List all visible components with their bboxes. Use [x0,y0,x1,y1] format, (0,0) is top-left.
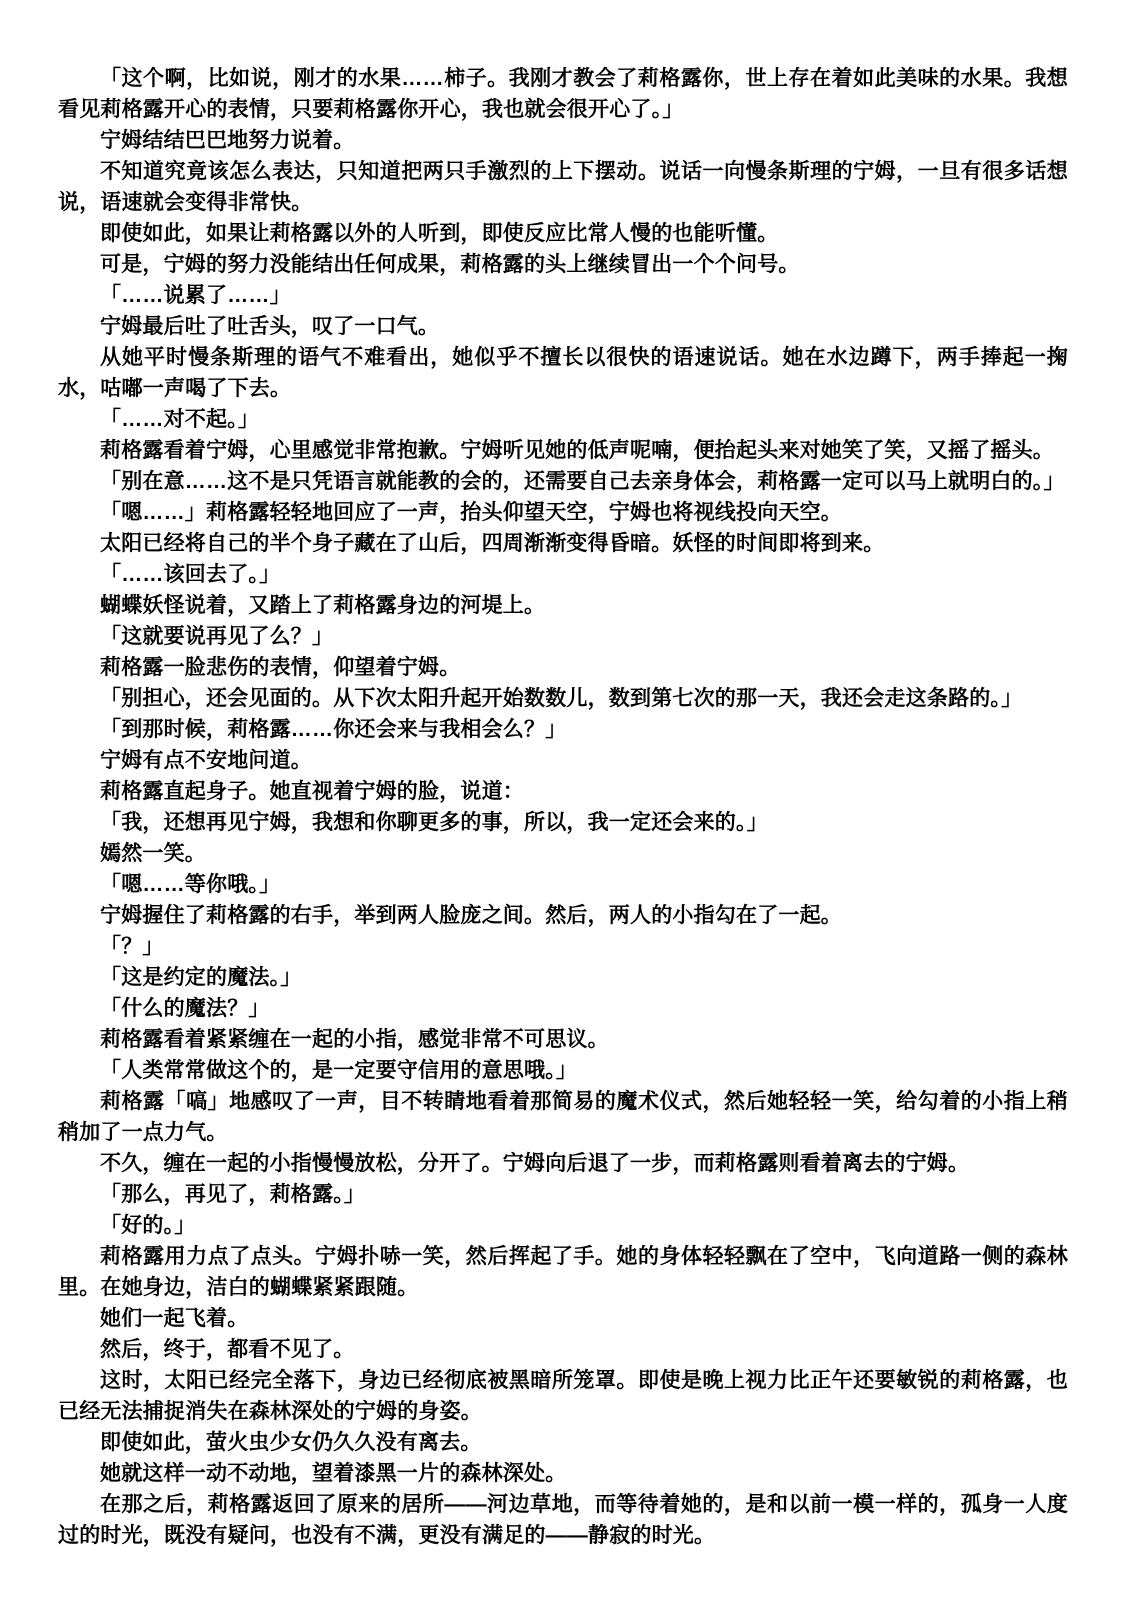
paragraph: 在那之后，莉格露返回了原来的居所——河边草地，而等待着她的，是和以前一模一样的，孤身一人度过的时光，既没有疑问，也没有不满，更没有满足的——静寂的时光。 [58,1493,1068,1547]
paragraph: 「我，还想再见宁姆，我想和你聊更多的事，所以，我一定还会来的。」 [100,811,768,834]
paragraph: 她就这样一动不动地，望着漆黑一片的森林深处。 [100,1462,567,1485]
paragraph: 「那么，再见了，莉格露。」 [100,1183,366,1206]
paragraph: 「人类常常做这个的，是一定要守信用的意思哦。」 [100,1059,578,1082]
paragraph: 宁姆结结巴巴地努力说着。 [100,129,355,152]
paragraph: 莉格露看着紧紧缠在一起的小指，感觉非常不可思议。 [100,1028,609,1051]
paragraph: 莉格露用力点了点头。宁姆扑哧一笑，然后挥起了手。她的身体轻轻飘在了空中，飞向道路一侧的森林里。在她身边，洁白的蝴蝶紧紧跟随。 [58,1245,1068,1299]
paragraph: 「什么的魔法？」 [100,997,270,1020]
paragraph: 不久，缠在一起的小指慢慢放松，分开了。宁姆向后退了一步，而莉格露则看着离去的宁姆。 [100,1152,970,1175]
paragraph: 「别担心，还会见面的。从下次太阳升起开始数数儿，数到第七次的那一天，我还会走这条路的。」 [100,687,1023,710]
paragraph: 「……该回去了。」 [100,563,281,586]
paragraph: 「这个啊，比如说，刚才的水果……柿子。我刚才教会了莉格露你，世上存在着如此美味的水果。我想看见莉格露开心的表情，只要莉格露你开心，我也就会很开心了。」 [58,67,1068,121]
paragraph: 宁姆有点不安地问道。 [100,749,312,772]
paragraph: 「别在意……这不是只凭语言就能教的会的，还需要自己去亲身体会，莉格露一定可以马上就明白的。」 [100,470,1065,493]
paragraph: 即使如此，萤火虫少女仍久久没有离去。 [100,1431,482,1454]
paragraph: 「嗯……」莉格露轻轻地回应了一声，抬头仰望天空，宁姆也将视线投向天空。 [100,501,842,524]
paragraph: 「……对不起。」 [100,408,260,431]
paragraph: 宁姆最后吐了吐舌头，叹了一口气。 [100,315,440,338]
paragraph: 宁姆握住了莉格露的右手，举到两人脸庞之间。然后，两人的小指勾在了一起。 [100,904,842,927]
paragraph: 不知道究竟该怎么表达，只知道把两只手激烈的上下摆动。说话一向慢条斯理的宁姆，一旦有很多话想说，语速就会变得非常快。 [58,160,1068,214]
paragraph: 莉格露一脸悲伤的表情，仰望着宁姆。 [100,656,461,679]
paragraph: 太阳已经将自己的半个身子藏在了山后，四周渐渐变得昏暗。妖怪的时间即将到来。 [100,532,885,555]
paragraph: 嫣然一笑。 [100,842,206,865]
paragraph: 然后，终于，都看不见了。 [100,1338,355,1361]
paragraph: 从她平时慢条斯理的语气不难看出，她似乎不擅长以很快的语速说话。她在水边蹲下，两手捧起一掬水，咕嘟一声喝了下去。 [58,346,1068,400]
paragraph: 「……说累了……」 [100,284,291,307]
paragraph: 「好的。」 [100,1214,196,1237]
paragraph: 莉格露「嗃」地感叹了一声，目不转睛地看着那简易的魔术仪式，然后她轻轻一笑，给勾着的小指上稍稍加了一点力气。 [58,1090,1068,1144]
paragraph: 「到那时候，莉格露……你还会来与我相会么？」 [100,718,567,741]
paragraph: 莉格露看着宁姆，心里感觉非常抱歉。宁姆听见她的低声呢喃，便抬起头来对她笑了笑，又摇了摇头。 [100,439,1054,462]
paragraph: 莉格露直起身子。她直视着宁姆的脸，说道： [100,780,524,803]
paragraph: 「这是约定的魔法。」 [100,966,302,989]
paragraph: 「？」 [100,935,164,958]
paragraph: 「嗯……等你哦。」 [100,873,281,896]
paragraph: 即使如此，如果让莉格露以外的人听到，即使反应比常人慢的也能听懂。 [100,222,779,245]
paragraph: 可是，宁姆的努力没能结出任何成果，莉格露的头上继续冒出一个个问号。 [100,253,800,276]
paragraph: 「这就要说再见了么？」 [100,625,334,648]
paragraph: 这时，太阳已经完全落下，身边已经彻底被黑暗所笼罩。即使是晚上视力比正午还要敏锐的莉格露，也已经无法捕捉消失在森林深处的宁姆的身姿。 [58,1369,1068,1423]
paragraph: 蝴蝶妖怪说着，又踏上了莉格露身边的河堤上。 [100,594,546,617]
paragraph: 她们一起飞着。 [100,1307,249,1330]
